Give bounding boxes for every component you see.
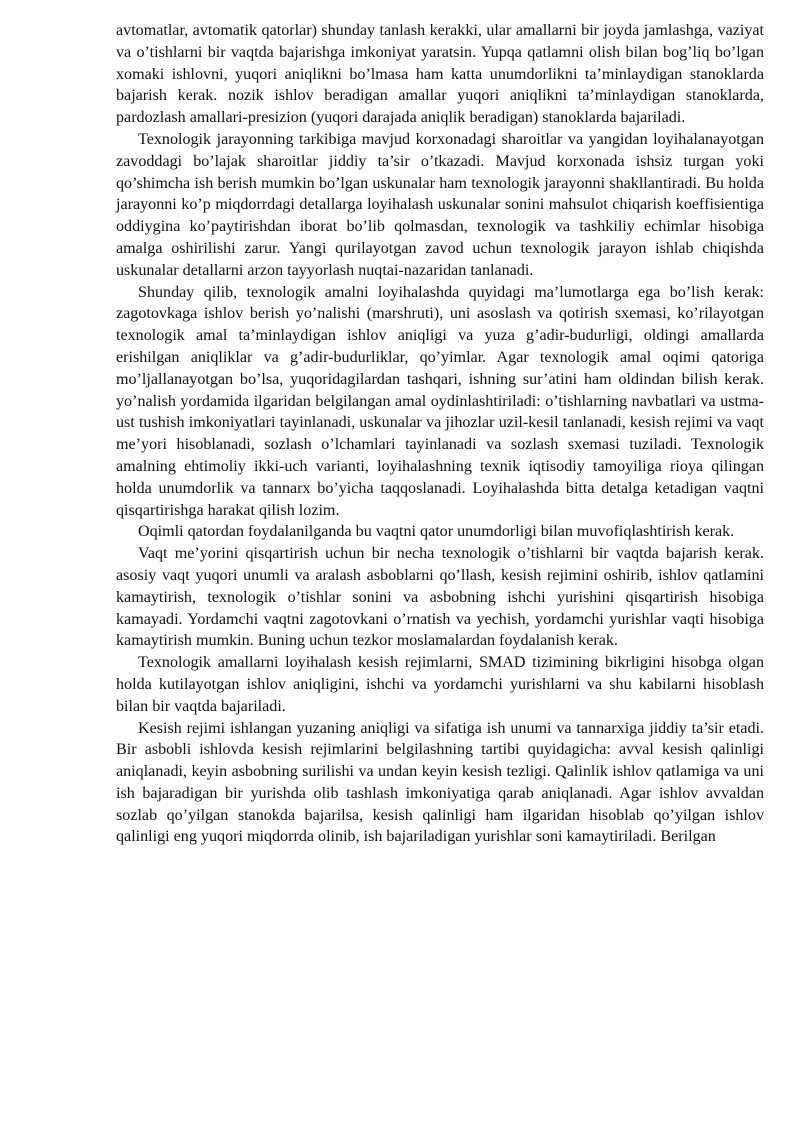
paragraph-flow-line: Oqimli qatordan foydalanilganda bu vaqtni qator unumdorligi bilan muvofiqlashtirish kerak. bbox=[138, 523, 735, 541]
document-page bbox=[116, 20, 764, 848]
paragraph-cutting-regime: Kesish rejimi ishlangan yuzaning aniqligi va sifatiga ish unumi va tannarxiga jiddiy ta’sir etadi. Bir asbobli ishlovda kesish rejimlarini belgilashning tartibi quyidagicha: avval kesish qalinligi aniqlanadi, keyin asbobning surilishi va undan keyin kesish tezligi. Qalinlik ishlov qatlamiga va uni ish bajaradigan bir yurishda olib tashlash imkoniyatiga qarab aniqlanadi. Agar ishlov avvaldan sozlab qo’yilgan stanokda bajarilsa, kesish qalinligi ham ilgaridan hisoblab qo’yilgan ishlov qalinligi eng yuqori miqdorrda olinib, ish bajariladigan yurishlar soni kamaytiriladi. Berilgan bbox=[116, 719, 764, 846]
paragraph-continuation: avtomatlar, avtomatik qatorlar) shunday tanlash kerakki, ular amallarni bir joyda jamlashga, vaziyat va o’tishlarni bir vaqtda bajarishga imkoniyat yaratsin. Yupqa qatlamni olish bilan bog’liq bo’lgan xomaki ishlovni, yuqori aniqlikni bo’lmasa ham katta unumdorlikni ta’minlaydigan stanoklarda bajarish kerak. nozik ishlov beradigan amallar yuqori aniqlikni ta’minlaydigan stanoklarda, pardozlash amallari-presizion (yuqori darajada aniqlik beradigan) stanoklarda bajariladi. bbox=[116, 22, 764, 127]
paragraph-cutting-modes: Texnologik amallarni loyihalash kesish rejimlarni, SMAD tizimining bikrligini hisobga olgan holda kutilayotgan ishlov aniqligini, ishchi va yordamchi yurishlarni va shu kabilarni hisoblash bilan bir vaqtda bajariladi. bbox=[116, 654, 764, 715]
paragraph-operation-design: Shunday qilib, texnologik amalni loyihalashda quyidagi ma’lumotlarga ega bo’lish kerak: zagotovkaga ishlov berish yo’nalishi (marshruti), uni asoslash va qotirish sxemasi, ko’rilayotgan texnologik amal ta’minlaydigan ishlov aniqligi va yuza g’adir-budurligi, oldingi amallarda erishilgan aniqliklar va g’adir-budurliklar, qo’yimlar. Agar texnologik amal oqimi qatoriga mo’ljallanayotgan bo’lsa, yuqoridagilardan tashqari, ishning sur’atini ham oldindan bilish kerak. yo’nalish yordamida ilgaridan belgilangan amal oydinlashtiriladi: o’tishlarning navbatlari va ustma-ust tushish imkoniyatlari tayinlanadi, uskunalar va jihozlar uzil-kesil tanlanadi, kesish rejimi va vaqt me’yori hisoblanadi, sozlash o’lchamlari tayinlanadi va sozlash sxemasi tuziladi. Texnologik amalning ehtimoliy ikki-uch varianti, loyihalashning texnik iqtisodiy tamoyiliga rioya qilingan holda unumdorlik va tannarx bo’yicha taqqoslanadi. Loyihalashda bitta detalga ketadigan vaqtni qisqartirishga harakat qilish lozim. bbox=[116, 283, 764, 519]
paragraph-time-norm: Vaqt me’yorini qisqartirish uchun bir necha texnologik o’tishlarni bir vaqtda bajarish kerak. asosiy vaqt yuqori unumli va aralash asboblarni qo’llash, kesish rejimini oshirib, ishlov qatlamini kamaytirish, texnologik o’tishlar sonini va asbobning ishchi yurishini qisqartirish hisobiga kamayadi. Yordamchi vaqtni zagotovkani o’rnatish va yechish, yordamchi yurishlar vaqti hisobiga kamaytirish mumkin. Buning uchun tezkor moslamalardan foydalanish kerak. bbox=[116, 545, 764, 650]
paragraph-technological-process: Texnologik jarayonning tarkibiga mavjud korxonadagi sharoitlar va yangidan loyihalanayotgan zavoddagi bo’lajak sharoitlar jiddiy ta’sir o’tkazadi. Mavjud korxonada ishsiz turgan yoki qo’shimcha ish berish mumkin bo’lgan uskunalar ham texnologik jarayonni shakllantiradi. Bu holda jarayonni ko’p miqdorrdagi detallarga loyihalash uskunalar sonini mahsulot chiqarish koeffisientiga oddiygina ko’paytirishdan iborat bo’lib qolmasdan, texnologik va tashkiliy echimlar hisobiga amalga oshirilishi zarur. Yangi qurilayotgan zavod uchun texnologik jarayon ishlab chiqishda uskunalar detallarni arzon tayyorlash nuqtai-nazaridan tanlanadi. bbox=[116, 130, 764, 279]
